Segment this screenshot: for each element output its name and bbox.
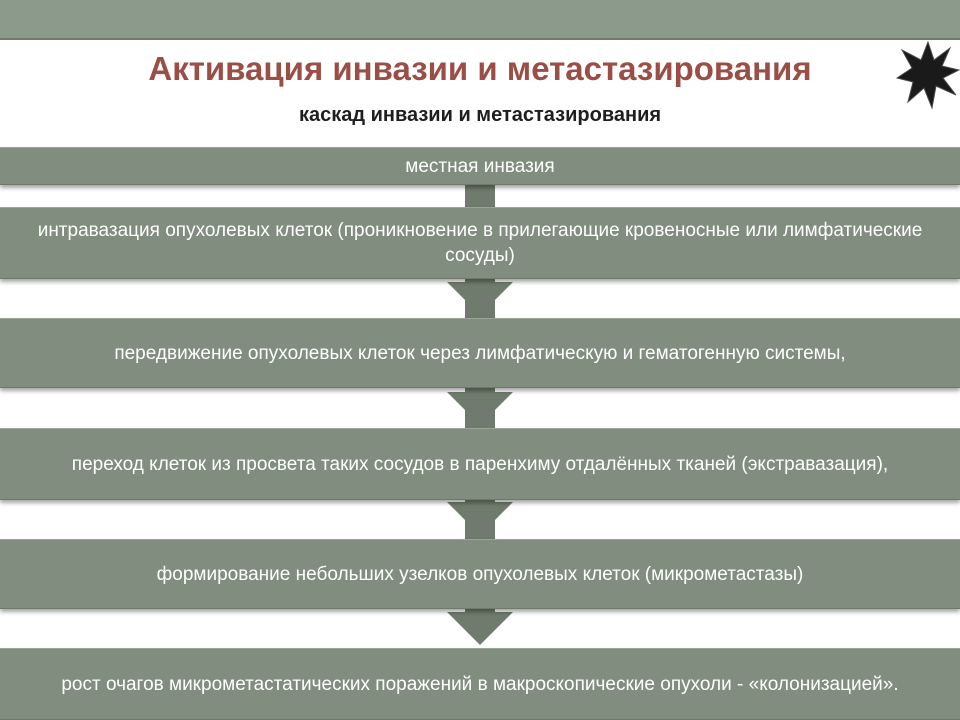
step-box-3 — [0, 318, 960, 388]
step-box-4 — [0, 428, 960, 500]
step-label-3: передвижение опухолевых клеток через лимфатическую и гематогенную системы, — [114, 342, 846, 364]
step-label-5: формирование небольших узелков опухолевых клеток (микрометастазы) — [156, 563, 804, 585]
step-box-1 — [0, 147, 960, 185]
step-label-1: местная инвазия — [405, 155, 555, 177]
slide-subtitle: каскад инвазии и метастазирования — [298, 104, 662, 126]
step-label-2: интравазация опухолевых клеток (проникновение в прилегающие кровеносные или лимфатические сосуды) — [37, 220, 923, 266]
step-box-2 — [0, 207, 960, 279]
step-label-6: рост очагов микрометастатических поражений в макроскопические опухоли - «колонизацией». — [61, 673, 899, 695]
step-box-5 — [0, 539, 960, 609]
step-label-4: переход клеток из просвета таких сосудов в паренхиму отдалённых тканей (экстравазация), — [71, 453, 889, 475]
top-band — [0, 0, 960, 38]
top-band-divider — [0, 38, 960, 40]
step-box-6 — [0, 648, 960, 720]
slide-title: Активация инвазии и метастазирования — [148, 50, 812, 87]
starburst-icon — [896, 40, 960, 110]
